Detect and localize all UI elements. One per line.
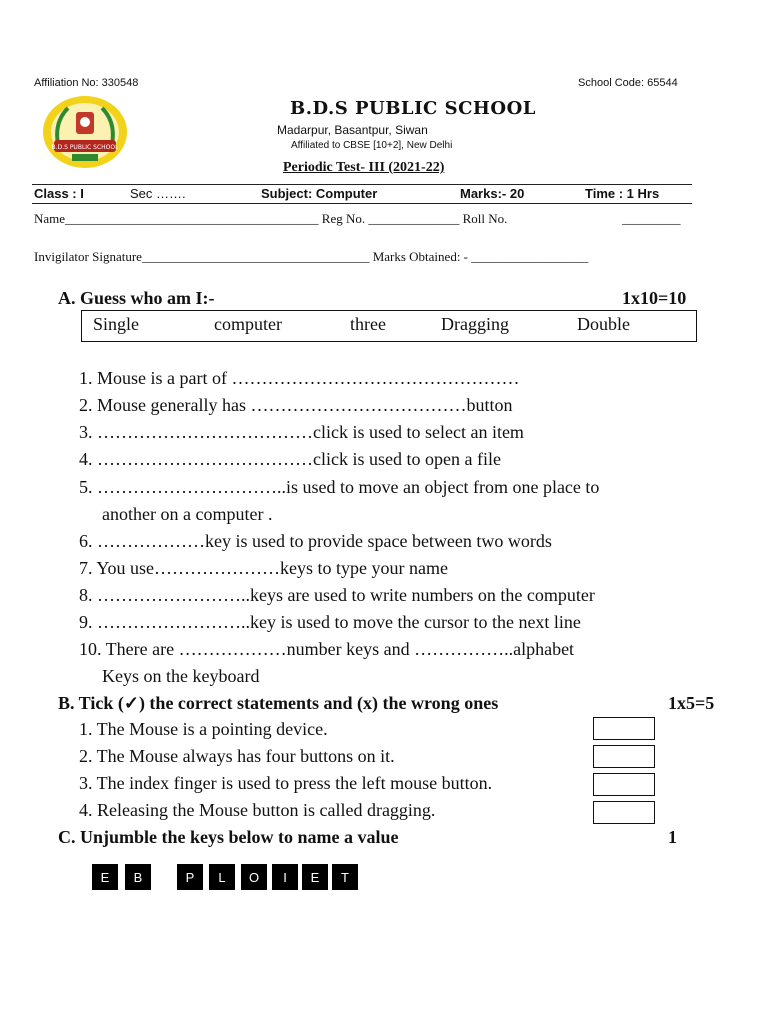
- question-a8: 8. ……………………..keys are used to write numbers on the computer: [79, 585, 595, 605]
- section-c-title: C. Unjumble the keys below to name a value: [58, 827, 399, 847]
- word-bank-item: Single: [93, 314, 140, 334]
- key-tile: O: [241, 864, 267, 890]
- word-bank-item: Dragging: [441, 314, 509, 334]
- word-bank-item: three: [350, 314, 386, 334]
- time-label: Time : 1 Hrs: [585, 186, 660, 201]
- statement-b3: 3. The index finger is used to press the left mouse button.: [79, 773, 493, 793]
- question-a1: 1. Mouse is a part of …………………………………………: [79, 368, 520, 388]
- marks-label: Marks:- 20: [460, 186, 525, 201]
- key-tile: E: [92, 864, 118, 890]
- name-reg-roll-line: Name_______________________________________ Reg No. ______________ Roll No.: [34, 211, 508, 226]
- question-a9: 9. ……………………..key is used to move the cursor to the next line: [79, 612, 581, 632]
- word-bank-item: Double: [577, 314, 630, 334]
- affiliation-board: Affiliated to CBSE [10+2], New Delhi: [291, 140, 453, 151]
- answer-box-b3[interactable]: [593, 773, 655, 796]
- question-a5-continued: another on a computer .: [102, 504, 273, 524]
- answer-box-b2[interactable]: [593, 745, 655, 768]
- question-a2: 2. Mouse generally has ………………………………button: [79, 395, 513, 415]
- school-address: Madarpur, Basantpur, Siwan: [277, 123, 428, 137]
- key-tile: I: [272, 864, 298, 890]
- question-a4: 4. ………………………………click is used to open a file: [79, 449, 501, 469]
- svg-text:B.D.S PUBLIC SCHOOL: B.D.S PUBLIC SCHOOL: [51, 144, 119, 151]
- statement-b2: 2. The Mouse always has four buttons on it.: [79, 746, 395, 766]
- affiliation-number: Affiliation No: 330548: [34, 77, 139, 89]
- header-rule-top: [32, 184, 692, 185]
- header-rule-bottom: [32, 203, 692, 204]
- section-label: Sec …….: [130, 186, 186, 201]
- class-label: Class : I: [34, 186, 84, 201]
- school-logo: [40, 92, 130, 170]
- question-a10-continued: Keys on the keyboard: [102, 666, 260, 686]
- school-name: B.D.S PUBLIC SCHOOL: [290, 98, 536, 119]
- key-tile: B: [125, 864, 151, 890]
- statement-b1: 1. The Mouse is a pointing device.: [79, 719, 328, 739]
- section-b-title: B. Tick (✓) the correct statements and (x) the wrong ones: [58, 693, 499, 713]
- school-code: School Code: 65544: [578, 77, 678, 89]
- roll-blank: _________: [622, 211, 681, 226]
- question-a3: 3. ………………………………click is used to select an item: [79, 422, 524, 442]
- section-a-title: A. Guess who am I:-: [58, 288, 215, 308]
- statement-b4: 4. Releasing the Mouse button is called dragging.: [79, 800, 436, 820]
- key-tile: T: [332, 864, 358, 890]
- answer-box-b1[interactable]: [593, 717, 655, 740]
- question-a10: 10. There are ………………number keys and ……………..alphabet: [79, 639, 575, 659]
- key-tile: P: [177, 864, 203, 890]
- section-c-marks: 1: [668, 827, 677, 847]
- question-a7: 7. You use…………………keys to type your name: [79, 558, 448, 578]
- test-title: Periodic Test- III (2021-22): [283, 160, 445, 175]
- subject-label: Subject: Computer: [261, 186, 378, 201]
- word-bank-item: computer: [214, 314, 282, 334]
- question-a5: 5. …………………………..is used to move an object from one place to: [79, 477, 600, 497]
- key-tile: E: [302, 864, 328, 890]
- key-tile: L: [209, 864, 235, 890]
- invigilator-line: Invigilator Signature___________________________________ Marks Obtained: - __________________: [34, 249, 589, 264]
- section-a-marks: 1x10=10: [622, 288, 687, 308]
- section-b-marks: 1x5=5: [668, 693, 715, 713]
- question-a6: 6. ………………key is used to provide space between two words: [79, 531, 552, 551]
- answer-box-b4[interactable]: [593, 801, 655, 824]
